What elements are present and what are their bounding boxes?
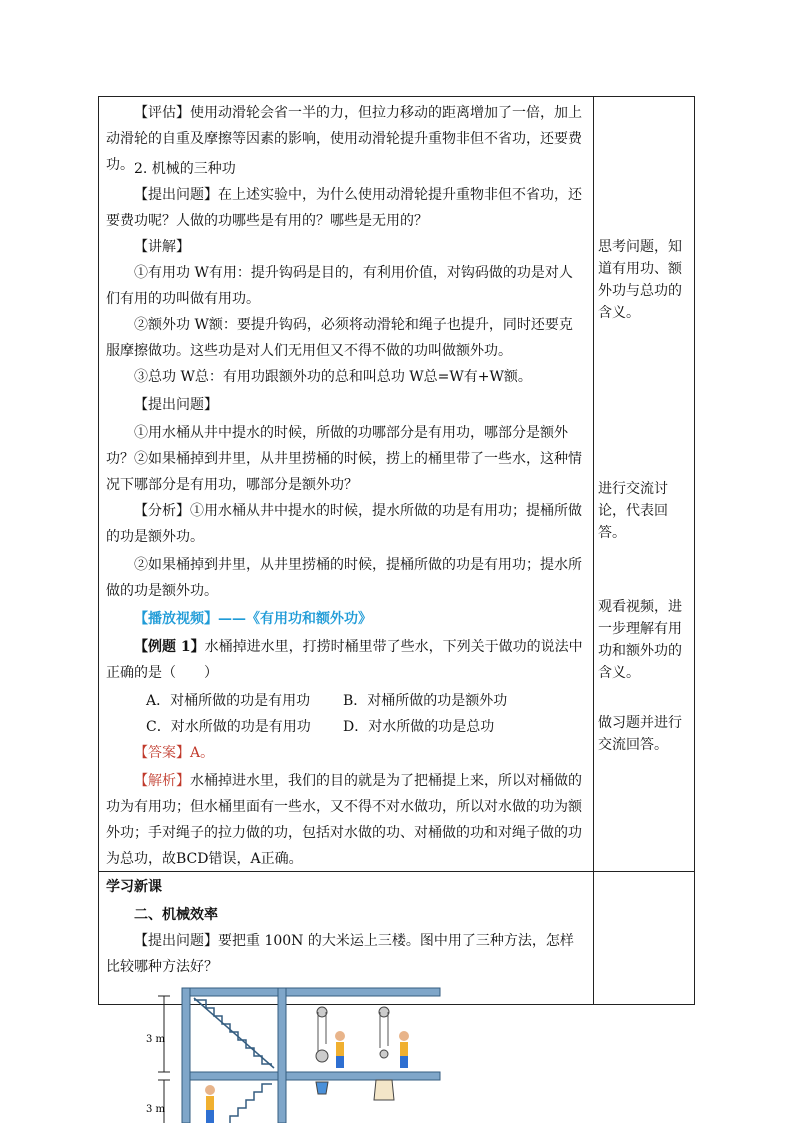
- paragraph-extra-work: ②额外功 W额：要提升钩码，必须将动滑轮和绳子也提升，同时还要克服摩擦做功。这些功是对人们无用但又不得不做的功叫做额外功。: [106, 317, 573, 359]
- paragraph-evaluation: 【评估】使用动滑轮会省一半的力，但拉力移动的距离增加了一倍，加上动滑轮的自重及摩擦等因素的影响，使用动滑轮提升重物非但不省功，还要费功。: [106, 105, 582, 173]
- table-border-top: [98, 96, 695, 97]
- table-border-mid: [593, 96, 594, 1004]
- paragraph-rice-question: 【提出问题】要把重 100N 的大米运上三楼。图中用了三种方法，怎样比较哪种方法好？: [106, 933, 574, 975]
- paragraph-video: 【播放视频】——《有用功和额外功》: [134, 611, 372, 627]
- label-3m-top: 3 m: [146, 1034, 166, 1045]
- table-border-right: [694, 96, 695, 1004]
- label-3m-bottom: 3 m: [146, 1104, 166, 1115]
- paragraph-question-1: 【提出问题】在上述实验中，为什么使用动滑轮提升重物非但不省功，还要费功呢？人做的功哪些是有用的？哪些是无用的？: [106, 187, 582, 229]
- side-note-2: 进行交流讨论，代表回答。: [598, 481, 668, 541]
- three-methods-figure: [146, 984, 450, 1123]
- paragraph-analysis-2: ②如果桶掉到井里，从井里捞桶的时候，提桶所做的功是有用功；提水所做的功是额外功。: [106, 557, 582, 599]
- paragraph-answer: 【答案】A。: [134, 745, 215, 761]
- paragraph-analysis-1: 【分析】①用水桶从井中提水的时候，提水所做的功是有用功；提桶所做的功是额外功。: [106, 503, 582, 545]
- section-mechanical-efficiency: 二、机械效率: [134, 907, 218, 923]
- side-note-4: 做习题并进行交流回答。: [598, 715, 682, 753]
- paragraph-total-work: ③总功 W总：有用功跟额外功的总和叫总功 W总=W有+W额。: [134, 369, 532, 385]
- paragraph-explanation: 【解析】水桶掉进水里，我们的目的就是为了把桶提上来，所以对桶做的功为有用功；但水桶里面有一些水，又不得不对水做功，所以对水做的功为额外功；手对绳子的拉力做的功，包括对水做的功、对桶做的功和对绳子做的功为总功，故BCD错误，A正确。: [106, 773, 582, 867]
- side-note-3: 观看视频，进一步理解有用功和额外功的含义。: [598, 599, 682, 681]
- tag-question-2: 【提出问题】: [134, 397, 218, 413]
- option-c: C．对水所做的功是有用功: [146, 719, 311, 735]
- paragraph-q-well-2: ②如果桶掉到井里，从井里捞桶的时候，捞上的桶里带了一些水，这种情况下哪部分是有用功，哪部分是额外功？: [106, 451, 582, 493]
- option-a: A．对桶所做的功是有用功: [146, 693, 311, 709]
- tag-explain: 【讲解】: [134, 239, 190, 255]
- paragraph-example: 【例题 1】水桶掉进水里，打捞时桶里带了些水，下列关于做功的说法中正确的是（ ）: [106, 639, 583, 681]
- paragraph-useful-work: ①有用功 W有用：提升钩码是目的，有利用价值，对钩码做的功是对人们有用的功叫做有用功。: [106, 265, 573, 307]
- heading-three-works: 2. 机械的三种功: [134, 161, 236, 177]
- option-b: B．对桶所做的功是额外功: [343, 693, 508, 709]
- table-border-left: [98, 96, 99, 1004]
- row-header-new-lesson: 学习新课: [106, 879, 162, 895]
- option-d: D．对水所做的功是总功: [343, 719, 495, 735]
- side-note-1: 思考问题，知道有用功、额外功与总功的含义。: [598, 239, 682, 321]
- video-link[interactable]: ——《有用功和额外功》: [218, 611, 372, 627]
- paragraph-q-well-1: ①用水桶从井中提水的时候，所做的功哪部分是有用功，哪部分是额外功？: [106, 425, 568, 467]
- tag-evaluation: 【评估】: [134, 105, 190, 121]
